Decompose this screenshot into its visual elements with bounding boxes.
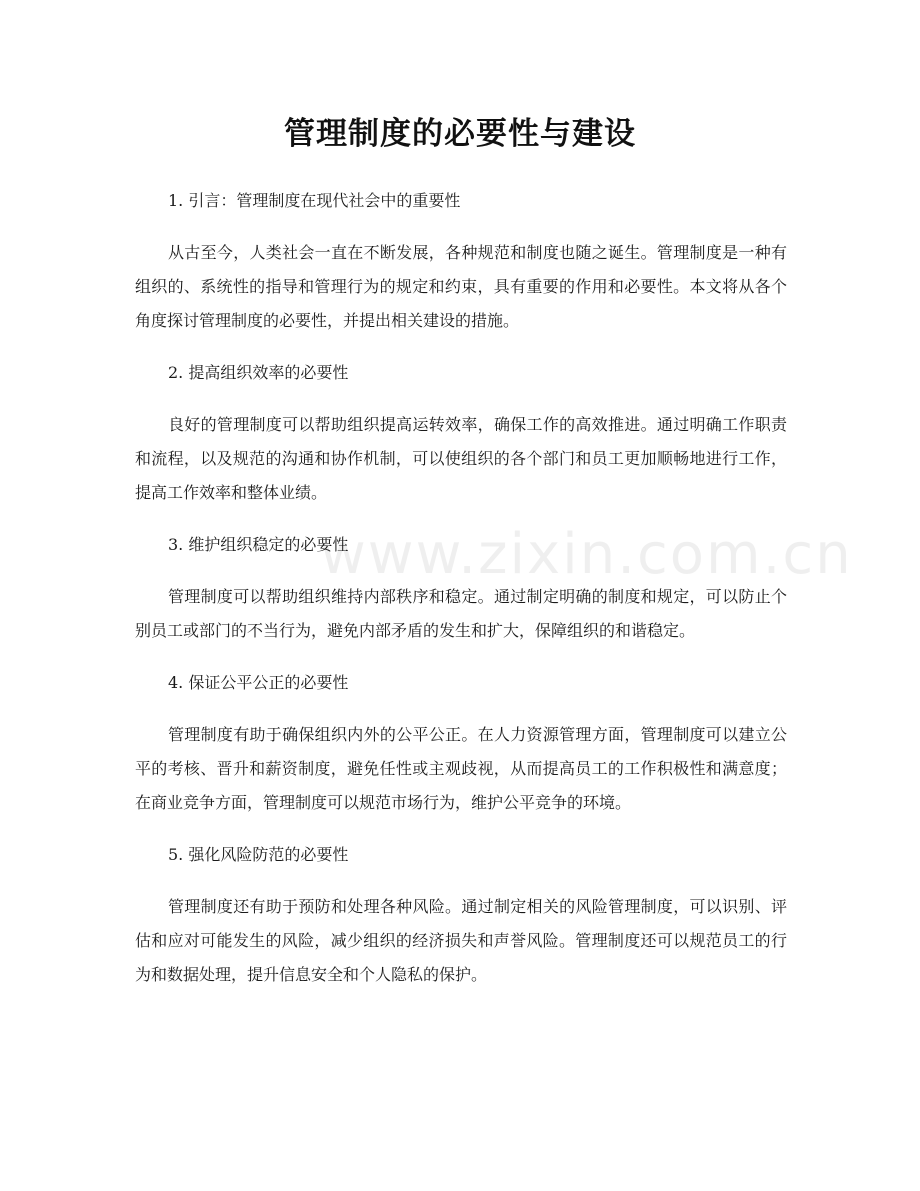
watermark: www.zixin.com.cn [320, 522, 853, 587]
section-heading-1: 1. 引言：管理制度在现代社会中的重要性 [168, 191, 461, 210]
section-paragraph-1: 从古至今，人类社会一直在不断发展，各种规范和制度也随之诞生。管理制度是一种有组织的、系统性的指导和管理行为的规定和约束，具有重要的作用和必要性。本文将从各个角度探讨管理制度的必要性，并提出相关建设的措施。 [135, 243, 787, 330]
section-paragraph-4: 管理制度有助于确保组织内外的公平公正。在人力资源管理方面，管理制度可以建立公平的考核、晋升和薪资制度，避免任性或主观歧视，从而提高员工的工作积极性和满意度；在商业竞争方面，管理制度可以规范市场行为，维护公平竞争的环境。 [135, 725, 787, 812]
section-heading-2: 2. 提高组织效率的必要性 [168, 363, 349, 382]
section-paragraph-3: 管理制度可以帮助组织维持内部秩序和稳定。通过制定明确的制度和规定，可以防止个别员工或部门的不当行为，避免内部矛盾的发生和扩大，保障组织的和谐稳定。 [135, 587, 787, 640]
section-paragraph-5: 管理制度还有助于预防和处理各种风险。通过制定相关的风险管理制度，可以识别、评估和应对可能发生的风险，减少组织的经济损失和声誉风险。管理制度还可以规范员工的行为和数据处理，提升信息安全和个人隐私的保护。 [135, 897, 787, 984]
document-body [135, 186, 787, 1012]
section-heading-4: 4. 保证公平公正的必要性 [168, 673, 349, 692]
section-heading-5: 5. 强化风险防范的必要性 [168, 845, 349, 864]
section-heading-3: 3. 维护组织稳定的必要性 [168, 535, 349, 554]
section-paragraph-2: 良好的管理制度可以帮助组织提高运转效率，确保工作的高效推进。通过明确工作职责和流程，以及规范的沟通和协作机制，可以使组织的各个部门和员工更加顺畅地进行工作，提高工作效率和整体业绩。 [135, 415, 787, 502]
page-title: 管理制度的必要性与建设 [284, 116, 636, 152]
